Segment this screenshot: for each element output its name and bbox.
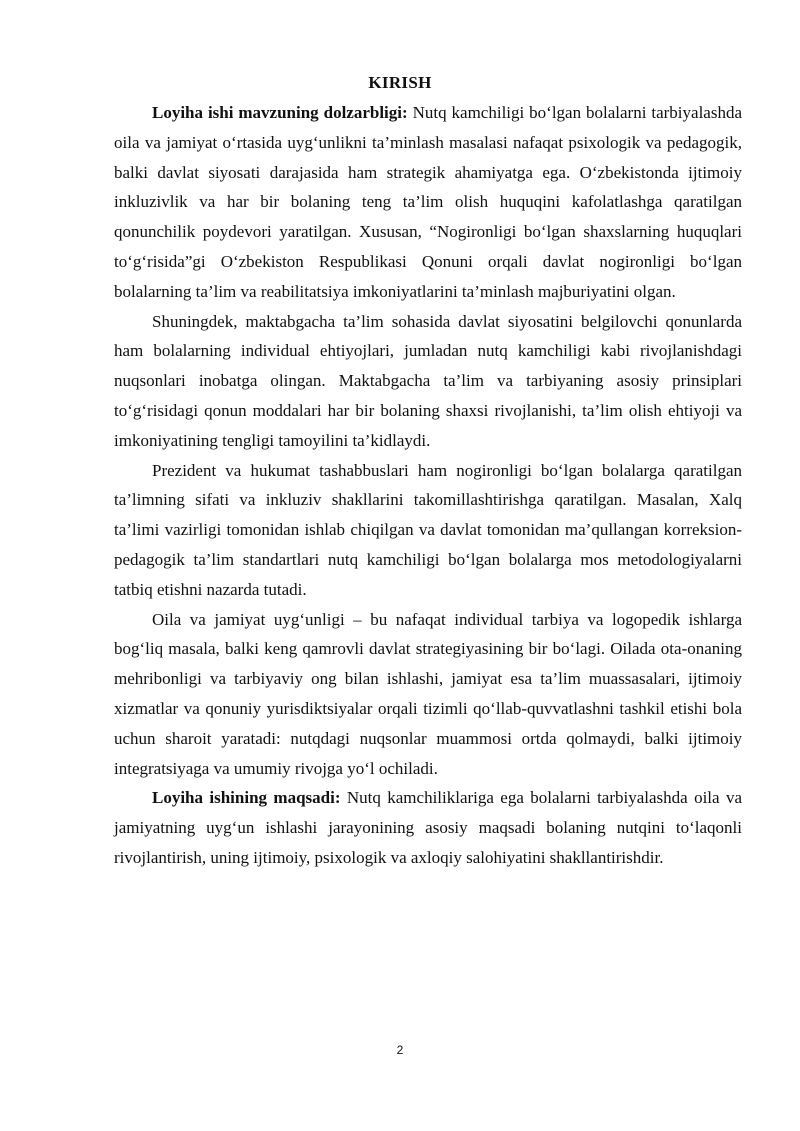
paragraph-family-society [114, 605, 742, 784]
paragraph-relevance [114, 98, 742, 307]
paragraph-text: Nutq kamchiliklariga ega bolalarni tarbiyalashda oila va jamiyatning uyg‘un ishlashi jarayonining asosiy maqsadi bolaning nutqini to‘laqonli rivojlantirish, uning ijtimoiy, psixologik va axloqiy salohiyatini shakllantirishdir. [114, 788, 742, 867]
paragraph-text: Shuningdek, maktabgacha ta’lim sohasida davlat siyosatini belgilovchi qonunlarda ham bolalarning individual ehtiyojlari, jumladan nutq kamchiligi kabi rivojlanishdagi nuqsonlari inobatga olingan. Maktabgacha ta’lim va tarbiyaning asosiy prinsiplari to‘g‘risidagi qonun moddalari har bir bolaning shaxsi rivojlanishi, ta’lim olish ehtiyoji va imkoniyatining tengligi tamoyilini ta’kidlaydi. [114, 311, 742, 450]
paragraph-goal [114, 783, 742, 872]
page-title: KIRISH [368, 73, 432, 92]
paragraph-lead: Loyiha ishining maqsadi: [152, 788, 341, 808]
paragraph-text: Oila va jamiyat uyg‘unligi – bu nafaqat individual tarbiya va logopedik ishlarga bog‘liq masala, balki keng qamrovli davlat strategiyasining bir bo‘lagi. Oilada ota-onaning mehribonligi va tarbiyaviy ong bilan ishlashi, jamiyat esa ta’lim muassasalari, ijtimoiy xizmatlar va qonuniy yurisdiktsiyalar orqali tizimli qo‘llab-quvvatlashni tashkil etishi bola uchun sharoit yaratadi: nutqdagi nuqsonlar muammosi ortda qolmaydi, balki ijtimoiy integratsiyaga va umumiy rivojga yo‘l ochiladi. [114, 609, 742, 778]
paragraph-text: Nutq kamchiligi bo‘lgan bolalarni tarbiyalashda oila va jamiyat o‘rtasida uyg‘unlikni ta’minlash masalasi nafaqat psixologik va pedagogik, balki davlat siyosati darajasida ham strategik ahamiyatga ega. O‘zbekistonda ijtimoiy inkluzivlik va har bir bolaning teng ta’lim olish huquqini kafolatlashga qaratilgan qonunchilik poydevori yaratilgan. Xususan, “Nogironligi bo‘lgan shaxslarning huquqlari to‘g‘risida”gi O‘zbekiston Respublikasi Qonuni orqali davlat nogironligi bo‘lgan bolalarning ta’lim va reabilitatsiya imkoniyatlarini ta’minlash majburiyatini olgan. [114, 103, 742, 301]
document-body [114, 98, 742, 873]
page-number: 2 [396, 1043, 404, 1057]
paragraph-preschool-law [114, 307, 742, 456]
paragraph-lead: Loyiha ishi mavzuning dolzarbligi: [152, 103, 408, 122]
paragraph-government-initiatives [114, 456, 742, 605]
paragraph-text: Prezident va hukumat tashabbuslari ham nogironligi bo‘lgan bolalarga qaratilgan ta’limning sifati va inkluziv shakllarini takomillashtirishga qaratilgan. Masalan, Xalq ta’limi vazirligi tomonidan ishlab chiqilgan va davlat tomonidan ma’qullangan korreksion-pedagogik ta’lim standartlari nutq kamchiligi bo‘lgan bolalarga mos metodologiyalarni tatbiq etishni nazarda tutadi. [114, 460, 742, 599]
